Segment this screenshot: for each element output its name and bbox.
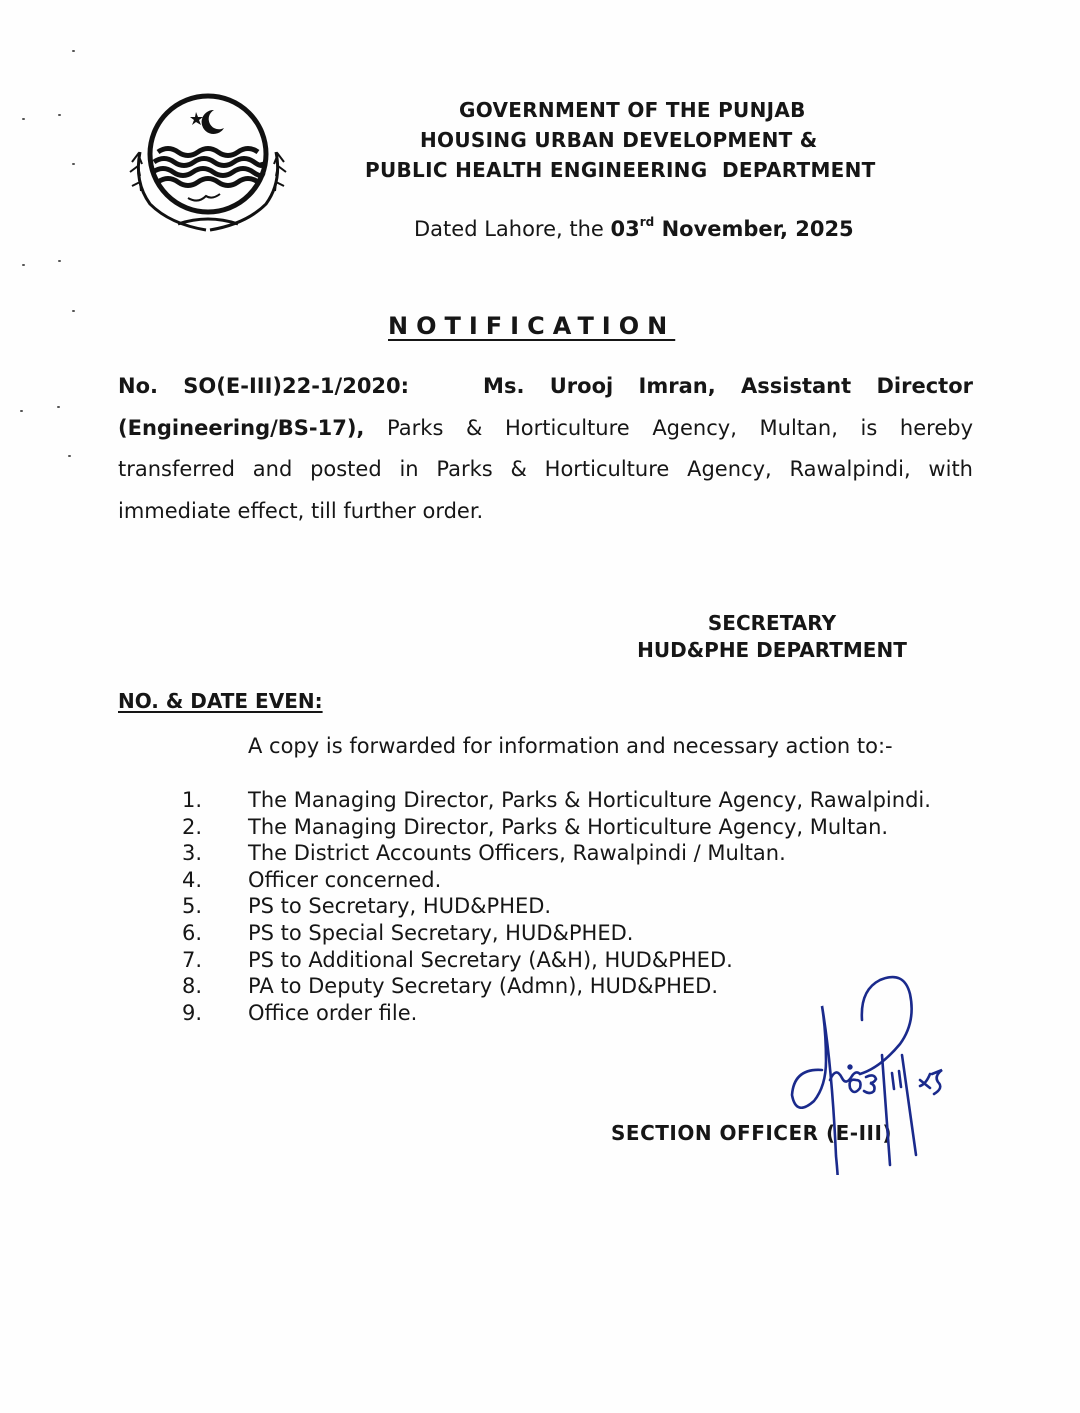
section-officer-designation: SECTION OFFICER (E-III) — [611, 1121, 893, 1145]
officer-name-designation: Ms. Urooj Imran, Assistant Director (Engineering/BS-17), — [118, 374, 973, 440]
scan-speck — [57, 406, 60, 408]
secretary-title: SECRETARY — [707, 611, 837, 635]
item-number: 6. — [182, 920, 203, 945]
punjab-emblem-icon — [118, 92, 298, 237]
secretary-signature-block — [622, 610, 922, 664]
list-item — [182, 893, 931, 920]
item-text: Officer concerned. — [248, 867, 442, 892]
scan-speck — [22, 264, 25, 266]
handwritten-signature-icon — [770, 955, 970, 1175]
notification-body — [118, 366, 973, 532]
item-text: PA to Deputy Secretary (Admn), HUD&PHED. — [248, 974, 719, 999]
scan-speck — [22, 118, 25, 120]
scan-speck — [58, 114, 61, 116]
dated-line — [414, 217, 854, 241]
list-item — [182, 920, 931, 947]
list-item — [182, 867, 931, 894]
scan-speck — [72, 163, 75, 165]
list-item — [182, 814, 931, 841]
dated-prefix: Dated Lahore, the — [414, 217, 611, 241]
notification-text: Parks & Horticulture Agency, Multan, is hereby transferred and posted in Parks & Horticulture Agency, Rawalpindi, with immediate effect, till further order. — [118, 415, 973, 523]
header-government: GOVERNMENT OF THE PUNJAB — [459, 98, 806, 122]
item-number: 5. — [182, 894, 203, 919]
scan-speck — [68, 455, 71, 457]
dated-ordinal: rd — [639, 215, 655, 229]
item-number: 2. — [182, 814, 203, 839]
scan-speck — [20, 410, 23, 412]
item-number: 7. — [182, 947, 203, 972]
dated-month-year: November, 2025 — [654, 217, 854, 241]
dated-day: 03 — [610, 217, 640, 241]
forward-intro: A copy is forwarded for information and necessary action to:- — [248, 734, 893, 758]
item-number: 8. — [182, 974, 203, 999]
notification-title: NOTIFICATION — [388, 312, 676, 340]
item-text: The Managing Director, Parks & Horticulture Agency, Rawalpindi. — [248, 788, 931, 812]
item-text: PS to Special Secretary, HUD&PHED. — [248, 920, 634, 945]
item-text: The Managing Director, Parks & Horticulture Agency, Multan. — [248, 814, 889, 839]
header-department-line1: HOUSING URBAN DEVELOPMENT & — [420, 128, 818, 152]
header-department-line2: PUBLIC HEALTH ENGINEERING DEPARTMENT — [365, 158, 876, 182]
list-item — [182, 840, 931, 867]
item-text: PS to Additional Secretary (A&H), HUD&PHED. — [248, 947, 733, 972]
item-number: 3. — [182, 841, 203, 866]
notification-number: No. SO(E-III)22-1/2020: — [118, 374, 410, 398]
item-text: Office order file. — [248, 1000, 418, 1025]
scan-speck — [58, 260, 61, 262]
item-text: The District Accounts Officers, Rawalpindi / Multan. — [248, 841, 786, 866]
secretary-department: HUD&PHE DEPARTMENT — [637, 638, 907, 662]
no-date-even-heading: NO. & DATE EVEN: — [118, 689, 323, 713]
scan-speck — [72, 50, 75, 52]
scan-speck — [72, 310, 75, 312]
item-number: 9. — [182, 1000, 203, 1025]
item-number: 4. — [182, 867, 203, 892]
list-item — [182, 787, 931, 814]
item-number: 1. — [182, 788, 203, 812]
item-text: PS to Secretary, HUD&PHED. — [248, 894, 552, 919]
